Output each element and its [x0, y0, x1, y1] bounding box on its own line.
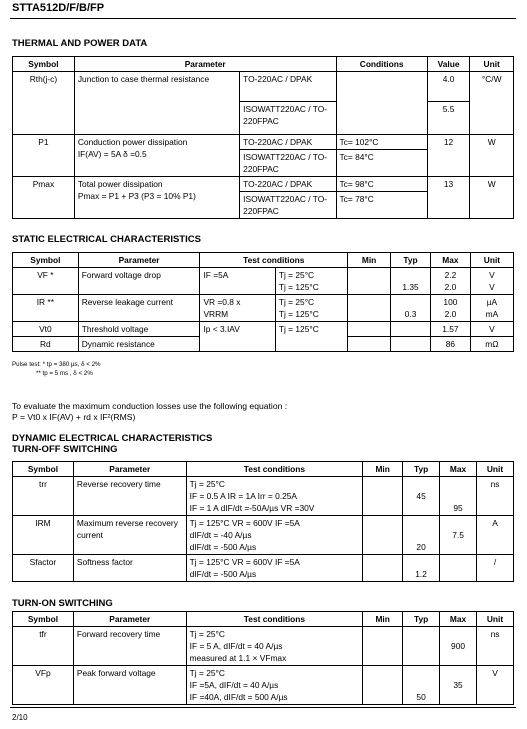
- table-row: [13, 322, 514, 337]
- table-row: [13, 627, 514, 666]
- footer-rule: [10, 707, 516, 708]
- condition-line: dIF/dt = -40 A/µs: [189, 530, 252, 540]
- condition-line: Tj = 25°C: [189, 668, 225, 678]
- col-header: Max: [440, 462, 477, 477]
- value-cell: 4.0: [427, 72, 470, 102]
- col-header: Min: [363, 612, 403, 627]
- col-header: Parameter: [73, 462, 186, 477]
- col-header: Symbol: [13, 462, 74, 477]
- unit-cell: V: [470, 322, 513, 337]
- parameter-cell: Maximum reverse recovery current: [73, 516, 186, 555]
- condition-line: Tj = 125°C VR = 600V IF =5A: [189, 518, 300, 528]
- value-cell: 5.5: [427, 102, 470, 135]
- typ-cell: [391, 268, 431, 295]
- max-cell: [440, 666, 477, 705]
- package-cell: TO-220AC / DPAK: [240, 177, 336, 192]
- min-cell: [363, 666, 403, 705]
- unit-cell: °C/W: [470, 72, 514, 135]
- min-cell: [363, 627, 403, 666]
- value-cell: 12: [427, 135, 470, 177]
- max-cell: [440, 555, 477, 582]
- condition-line: Tj = 25°C: [189, 479, 225, 489]
- parameter-cell: Threshold voltage: [78, 322, 200, 337]
- package-cell: TO-220AC / DPAK: [240, 72, 336, 102]
- typ-value: 1.35: [402, 282, 419, 292]
- min-cell: [363, 477, 403, 516]
- col-header: Test conditions: [186, 612, 363, 627]
- table-row: [13, 295, 514, 322]
- table-row: [13, 268, 514, 295]
- col-header: Min: [348, 253, 391, 268]
- condition-line: IF = 5 A, dIF/dt = 40 A/µs: [189, 641, 283, 651]
- condition-cell: IF =5A: [200, 268, 275, 295]
- col-header: Parameter: [74, 57, 336, 72]
- max-cell: 86: [430, 337, 470, 352]
- min-cell: [363, 555, 403, 582]
- parameter-cell: [74, 177, 239, 219]
- typ-value: 1.2: [415, 569, 427, 579]
- typ-value: 45: [416, 491, 426, 501]
- col-header: Conditions: [336, 57, 427, 72]
- col-header: Symbol: [13, 612, 74, 627]
- typ-cell: [403, 627, 440, 666]
- symbol-cell: VF *: [13, 268, 79, 295]
- document-title: STTA512D/F/B/FP: [12, 2, 105, 14]
- unit-cell: ns: [477, 627, 514, 666]
- col-header: Value: [427, 57, 470, 72]
- col-header: Max: [440, 612, 477, 627]
- condition-line: Tj = 125°C: [278, 309, 319, 319]
- condition-line: IF =40A, dIF/dt = 500 A/µs: [189, 692, 288, 702]
- max-value: 95: [453, 503, 463, 513]
- condition-cell: [186, 666, 363, 705]
- symbol-cell: Vt0: [13, 322, 79, 337]
- table-row: [13, 477, 514, 516]
- table-header-row: [13, 462, 514, 477]
- table-row: [13, 177, 514, 192]
- typ-cell: [391, 337, 431, 352]
- parameter-cell: Reverse recovery time: [73, 477, 186, 516]
- dynamic-section-title: DYNAMIC ELECTRICAL CHARACTERISTICS: [12, 433, 213, 444]
- thermal-section-title: THERMAL AND POWER DATA: [12, 38, 148, 49]
- table-header-row: [13, 612, 514, 627]
- condition-line: IF =5A, dIF/dt = 40 A/µs: [189, 680, 279, 690]
- table-row: [13, 72, 514, 102]
- typ-cell: [403, 516, 440, 555]
- conditions-cell: [336, 72, 427, 135]
- package-cell: ISOWATT220AC / TO-220FPAC: [240, 192, 336, 219]
- pulse-test-note: Pulse test: * tp = 380 µs, δ < 2%: [12, 361, 101, 368]
- parameter-cell: [74, 135, 239, 177]
- parameter-line: IF(AV) = 5A δ =0.5: [77, 149, 147, 159]
- condition-cell: Ip < 3.IAV: [200, 322, 275, 352]
- typ-cell: [403, 555, 440, 582]
- symbol-cell: Rth(j-c): [13, 72, 75, 135]
- condition-line: measured at 1.1 × VFmax: [189, 653, 287, 663]
- typ-cell: [391, 322, 431, 337]
- col-header: Test conditions: [200, 253, 348, 268]
- table-row: [13, 135, 514, 150]
- typ-value: 50: [416, 692, 426, 702]
- max-value: 7.5: [452, 530, 464, 540]
- unit-cell: W: [470, 177, 514, 219]
- table-header-row: [13, 57, 514, 72]
- min-cell: [363, 516, 403, 555]
- typ-cell: [403, 666, 440, 705]
- symbol-cell: Sfactor: [13, 555, 74, 582]
- typ-cell: [391, 295, 431, 322]
- max-cell: [430, 268, 470, 295]
- conditions-cell: Tc= 84°C: [336, 150, 427, 177]
- symbol-cell: tfr: [13, 627, 74, 666]
- condition-cell: Tj = 125°C: [275, 322, 347, 352]
- unit-value: V: [489, 282, 495, 292]
- condition-cell: [186, 516, 363, 555]
- symbol-cell: Rd: [13, 337, 79, 352]
- unit-cell: A: [477, 516, 514, 555]
- unit-cell: W: [470, 135, 514, 177]
- condition-line: Tj = 25°C: [278, 270, 315, 280]
- parameter-cell: Softness factor: [73, 555, 186, 582]
- condition-cell: [275, 295, 347, 322]
- parameter-line: Conduction power dissipation: [77, 137, 188, 147]
- symbol-cell: VFp: [13, 666, 74, 705]
- parameter-line: Pmax = P1 + P3 (P3 = 10% P1): [77, 191, 196, 201]
- condition-cell: [186, 627, 363, 666]
- table-header-row: [13, 253, 514, 268]
- parameter-cell: Forward recovery time: [73, 627, 186, 666]
- col-header: Unit: [470, 57, 514, 72]
- col-header: Parameter: [78, 253, 200, 268]
- value-cell: 13: [427, 177, 470, 219]
- symbol-cell: Pmax: [13, 177, 75, 219]
- thermal-table: [12, 56, 514, 219]
- col-header: Min: [363, 462, 403, 477]
- condition-line: Tj = 25°C: [189, 629, 225, 639]
- header-rule: [10, 18, 516, 19]
- table-row: [13, 666, 514, 705]
- max-value: 100: [443, 297, 458, 307]
- col-header: Typ: [391, 253, 431, 268]
- parameter-cell: Reverse leakage current: [78, 295, 200, 322]
- turnon-table: [12, 611, 514, 705]
- equation-intro: To evaluate the maximum conduction losses use the following equation :: [12, 401, 288, 411]
- package-cell: ISOWATT220AC / TO-220FPAC: [240, 150, 336, 177]
- symbol-cell: trr: [13, 477, 74, 516]
- col-header: Test conditions: [186, 462, 363, 477]
- condition-line: IF = 1 A dIF/dt =-50A/µs VR =30V: [189, 503, 315, 513]
- condition-line: dIF/dt = -500 A/µs: [189, 569, 257, 579]
- col-header: Unit: [477, 612, 514, 627]
- unit-cell: mΩ: [470, 337, 513, 352]
- static-table: [12, 252, 514, 352]
- col-header: Typ: [403, 612, 440, 627]
- symbol-cell: P1: [13, 135, 75, 177]
- turnoff-subtitle: TURN-OFF SWITCHING: [12, 444, 118, 455]
- table-row: [13, 516, 514, 555]
- col-header: Symbol: [13, 253, 79, 268]
- symbol-cell: IRM: [13, 516, 74, 555]
- condition-cell: [186, 477, 363, 516]
- static-section-title: STATIC ELECTRICAL CHARACTERISTICS: [12, 234, 201, 245]
- unit-cell: [470, 295, 513, 322]
- condition-cell: [275, 268, 347, 295]
- unit-cell: [470, 268, 513, 295]
- package-cell: TO-220AC / DPAK: [240, 135, 336, 150]
- table-row: [13, 555, 514, 582]
- unit-cell: V: [477, 666, 514, 705]
- col-header: Symbol: [13, 57, 75, 72]
- max-value: 2.0: [444, 282, 457, 292]
- col-header: Unit: [477, 462, 514, 477]
- condition-cell: [200, 295, 275, 322]
- package-cell: ISOWATT220AC / TO-220FPAC: [240, 102, 336, 135]
- symbol-cell: IR **: [13, 295, 79, 322]
- min-cell: [348, 322, 391, 337]
- max-value: 900: [451, 641, 466, 651]
- parameter-cell: Junction to case thermal resistance: [74, 72, 239, 135]
- condition-line: Tj = 25°C: [278, 297, 315, 307]
- max-cell: [440, 477, 477, 516]
- col-header: Parameter: [73, 612, 186, 627]
- condition-line: VRRM: [203, 309, 229, 319]
- conditions-cell: Tc= 102°C: [336, 135, 427, 150]
- condition-line: Tj = 125°C VR = 600V IF =5A: [189, 557, 300, 567]
- min-cell: [348, 337, 391, 352]
- unit-value: µA: [486, 297, 498, 307]
- min-cell: [348, 268, 391, 295]
- max-cell: [430, 295, 470, 322]
- col-header: Max: [430, 253, 470, 268]
- condition-cell: [186, 555, 363, 582]
- unit-value: mA: [485, 309, 499, 319]
- typ-value: 20: [416, 542, 426, 552]
- pulse-test-note: ** tp = 5 ms , δ < 2%: [36, 370, 93, 377]
- condition-line: IF = 0.5 A IR = 1A Irr = 0.25A: [189, 491, 297, 501]
- max-cell: 1.57: [430, 322, 470, 337]
- parameter-cell: Peak forward voltage: [73, 666, 186, 705]
- unit-value: V: [489, 270, 495, 280]
- parameter-cell: Forward voltage drop: [78, 268, 200, 295]
- condition-line: VR =0.8 x: [203, 297, 241, 307]
- max-cell: [440, 627, 477, 666]
- conditions-cell: Tc= 78°C: [336, 192, 427, 219]
- conditions-cell: Tc= 98°C: [336, 177, 427, 192]
- min-cell: [348, 295, 391, 322]
- max-value: 2.0: [444, 309, 457, 319]
- col-header: Unit: [470, 253, 513, 268]
- parameter-cell: Dynamic resistance: [78, 337, 200, 352]
- parameter-line: Total power dissipation: [77, 179, 163, 189]
- max-value: 35: [453, 680, 463, 690]
- max-cell: [440, 516, 477, 555]
- typ-value: 0.3: [404, 309, 417, 319]
- equation: P = Vt0 x IF(AV) + rd x IF²(RMS): [12, 412, 136, 422]
- col-header: Typ: [403, 462, 440, 477]
- condition-line: Tj = 125°C: [278, 282, 319, 292]
- unit-cell: ns: [477, 477, 514, 516]
- max-value: 2.2: [444, 270, 457, 280]
- turnoff-table: [12, 461, 514, 582]
- page-number: 2/10: [12, 713, 28, 722]
- unit-cell: /: [477, 555, 514, 582]
- condition-line: dIF/dt = -500 A/µs: [189, 542, 257, 552]
- turnon-subtitle: TURN-ON SWITCHING: [12, 598, 113, 609]
- typ-cell: [403, 477, 440, 516]
